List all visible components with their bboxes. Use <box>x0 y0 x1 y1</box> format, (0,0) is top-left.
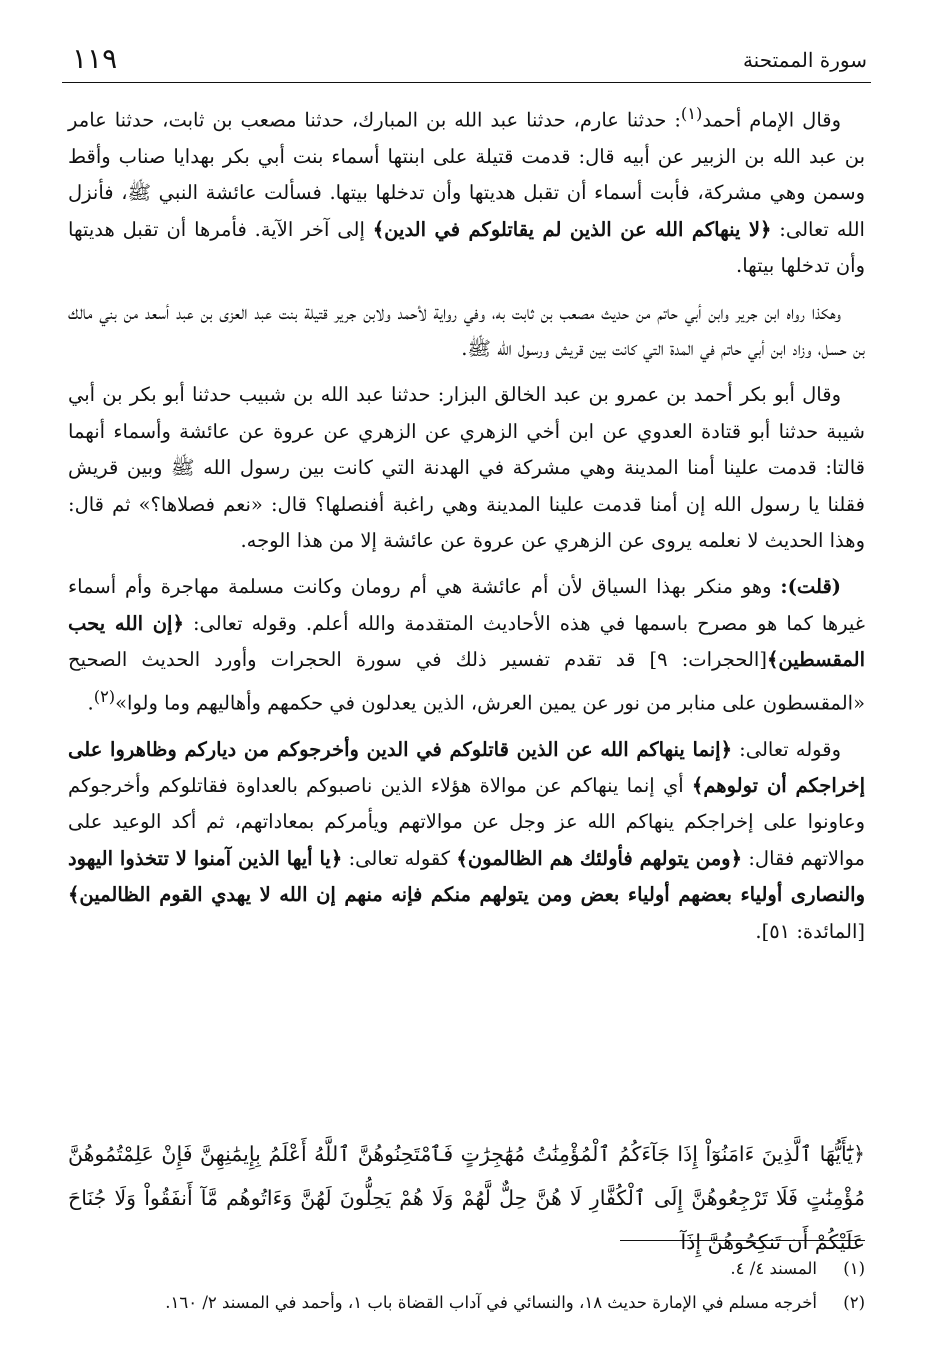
quoted-verse: (قلت): <box>780 575 841 599</box>
paragraph <box>68 732 865 950</box>
paragraph <box>68 377 865 559</box>
quran-verse: ﴿يَٰٓأَيُّهَا ٱلَّذِينَ ءَامَنُوٓاْ إِذَا جَآءَكُمُ ٱلْمُؤْمِنَٰتُ مُهَٰجِرَٰتٍ فَٱمْتَحِنُوهُنَّ ٱللَّهُ أَعْلَمُ بِإِيمَٰنِهِنَّ فَإِنْ عَلِمْتُمُوهُنَّ مُؤْمِنَٰتٍ فَلَا تَرْجِعُوهُنَّ إِلَى ٱلْكُفَّارِ لَا هُنَّ حِلٌّ لَّهُمْ وَلَا هُمْ يَحِلُّونَ لَهُنَّ وَءَاتُوهُم مَّآ أَنفَقُواْ وَلَا جُنَاحَ عَلَيْكُمْ أَن تَنكِحُوهُنَّ إِذَآ <box>68 1142 865 1254</box>
paragraph <box>68 569 865 721</box>
footnote-number: (١) <box>843 1259 865 1278</box>
text-run: . <box>87 691 94 715</box>
footnote-separator <box>620 1240 865 1241</box>
text-run: وهكذا رواه ابن جرير وابن أبي حاتم من حديث مصعب بن ثابت به، وفي رواية لأحمد ولابن جرير قتيلة بنت عبد العزى بن عبد أسعد من بني مالك بن حسل، وزاد ابن أبي حاتم في المدة التي كانت بين قريش ورسول الله ﷺ. <box>68 300 865 360</box>
footnotes <box>68 1252 865 1320</box>
footnote-ref: (٢) <box>93 686 116 706</box>
text-run: [الحجرات: ٩] قد تقدم تفسير ذلك في سورة الحجرات وأورد الحديث الصحيح «المقسطون على منابر من نور عن يمين العرش، الذين يعدلون في حكمهم وأهاليهم وما ولوا» <box>68 648 865 715</box>
text-run: إلى آخر الآية. فأمرها أن تقبل هديتها وأن تدخلها بيتها. <box>68 217 865 278</box>
quoted-verse: ﴿لا ينهاكم الله عن الذين لم يقاتلوكم في الدين﴾ <box>372 217 772 241</box>
text-run: [المائدة: ٥١]. <box>755 919 865 943</box>
surah-name: سورة الممتحنة <box>742 48 867 72</box>
quoted-verse: ﴿يا أيها الذين آمنوا لا تتخذوا اليهود والنصارى أولياء بعضهم أولياء بعض ومن يتولهم منكم فإنه منهم إن الله لا يهدي القوم الظالمين﴾ <box>68 846 865 907</box>
text-run: وقال الإمام أحمد <box>702 108 841 132</box>
page-number: ١١٩ <box>72 42 118 75</box>
quoted-verse: ﴿إن الله يحب المقسطين﴾ <box>68 611 865 672</box>
commentary-body <box>68 96 865 960</box>
footnote-ref: (١) <box>680 104 703 123</box>
text-run: : حدثنا عارم، حدثنا عبد الله بن المبارك، حدثنا مصعب بن ثابت، حدثنا عامر بن عبد الله بن الزبير عن أبيه قال: قدمت قتيلة على ابنتها أسماء بنت أبي بكر بهدايا صناب وأقط وسمن وهي مشركة، فأبت أسماء أن تقبل هديتها وأن تدخلها بيتها. فسألت عائشة النبي ﷺ، فأنزل الله تعالى: <box>68 108 865 241</box>
footnote-number: (٢) <box>843 1293 865 1312</box>
paragraph <box>68 295 865 368</box>
text-run: وقال أبو بكر أحمد بن عمرو بن عبد الخالق البزار: حدثنا عبد الله بن شبيب حدثنا أبو بكر بن أبي شيبة حدثنا أبو قتادة العدوي عن ابن أخي الزهري عن الزهري عن عروة عن عائشة وأسماء أنهما قالتا: قدمت علينا أمنا المدينة وهي مشركة في الهدنة التي كانت بين رسول الله ﷺ وبين قريش فقلنا يا رسول الله إن أمنا قدمت علينا المدينة وهي راغبة أفنصلها؟ قال: «نعم فصلاها؟» ثم قال: وهذا الحديث لا نعلمه يروى عن الزهري عن عروة عن عائشة إلا من هذا الوجه. <box>68 383 865 552</box>
paragraph <box>68 96 865 285</box>
running-header <box>62 42 871 83</box>
footnote <box>68 1252 865 1286</box>
text-run: أي إنما ينهاكم عن موالاة هؤلاء الذين ناصبوكم بالعداوة فقاتلوكم وأخرجوكم وعاونوا على إخراجكم ينهاكم الله عز وجل عن موالاتهم ويأمركم بمعاداتهم، ثم أكد الوعيد على موالاتهم فقال: <box>68 773 865 870</box>
quoted-verse: ﴿ومن يتولهم فأولئك هم الظالمون﴾ <box>456 846 743 870</box>
text-run: كقوله تعالى: <box>342 846 457 870</box>
footnote-text: أخرجه مسلم في الإمارة حديث ١٨، والنسائي في آداب القضاة باب ١، وأحمد في المسند ٢/ ١٦٠. <box>165 1293 817 1312</box>
text-run: وهو منكر بهذا السياق لأن أم عائشة هي أم رومان وكانت مسلمة مهاجرة وأم أسماء غيرها كما هو مصرح باسمها في هذه الأحاديث المتقدمة والله أعلم. وقوله تعالى: <box>68 575 865 635</box>
text-run: وقوله تعالى: <box>732 737 841 761</box>
quoted-verse: ﴿إنما ينهاكم الله عن الذين قاتلوكم في الدين وأخرجوكم من دياركم وظاهروا على إخراجكم أن تولوهم﴾ <box>68 737 865 797</box>
footnote <box>68 1286 865 1320</box>
footnote-text: المسند ٤/ ٤. <box>730 1259 817 1278</box>
